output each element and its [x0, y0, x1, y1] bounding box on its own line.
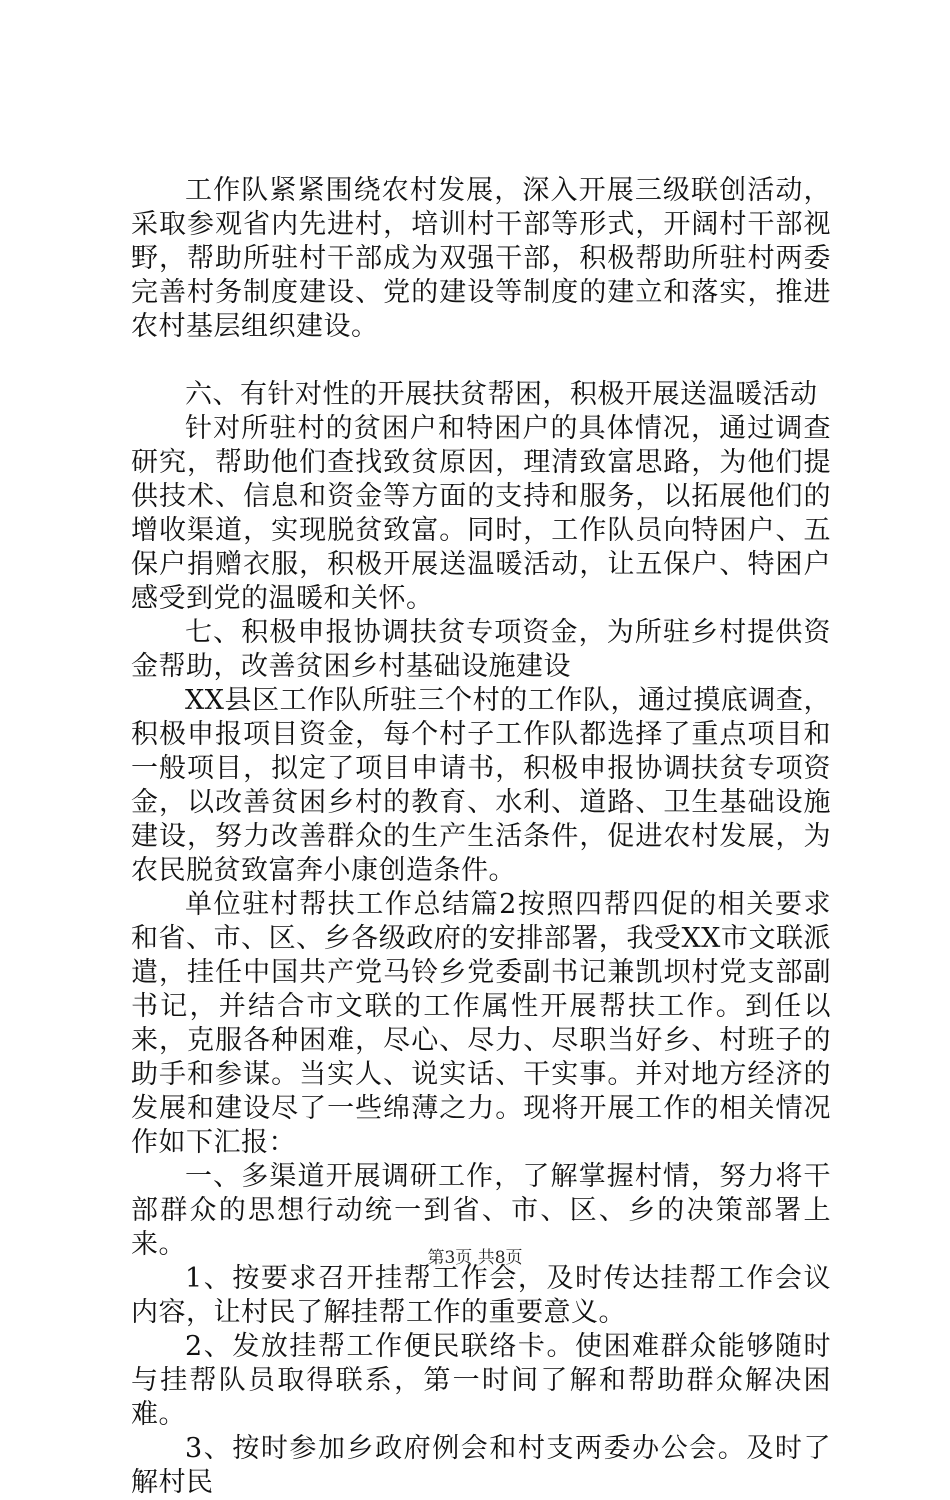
section-heading-7: 七、积极申报协调扶贫专项资金，为所驻乡村提供资金帮助，改善贫困乡村基础设施建设 [131, 617, 831, 682]
paragraph-special-funds: XX县区工作队所驻三个村的工作队，通过摸底调查，积极申报项目资金，每个村子工作队都选择了重点项目和一般项目，拟定了项目申请书，积极申报协调扶贫专项资金，以改善贫困乡村的教育、水利、道路、卫生基础设施建设，努力改善群众的生产生活条件，促进农村发展，为农民脱贫致富奔小康创造条件。 [131, 685, 831, 886]
section-heading-1: 一、多渠道开展调研工作，了解掌握村情，努力将干部群众的思想行动统一到省、市、区、乡的决策部署上来。 [131, 1161, 831, 1260]
list-item-1: 1、按要求召开挂帮工作会，及时传达挂帮工作会议内容，让村民了解挂帮工作的重要意义。 [131, 1263, 831, 1328]
paragraph-organization-building: 工作队紧紧围绕农村发展，深入开展三级联创活动，采取参观省内先进村，培训村干部等形式，开阔村干部视野，帮助所驻村干部成为双强干部，积极帮助所驻村两委完善村务制度建设、党的建设等制度的建立和落实，推进农村基层组织建设。 [131, 175, 831, 342]
page-number-footer: 第3页 共8页 [427, 1248, 523, 1268]
list-item-2: 2、发放挂帮工作便民联络卡。使困难群众能够随时与挂帮队员取得联系，第一时间了解和帮助群众解决困难。 [131, 1331, 831, 1430]
paragraph-poverty-relief: 针对所驻村的贫困户和特困户的具体情况，通过调查研究，帮助他们查找致贫原因，理清致富思路，为他们提供技术、信息和资金等方面的支持和服务，以拓展他们的增收渠道，实现脱贫致富。同时，工作队员向特困户、五保户捐赠衣服，积极开展送温暖活动，让五保户、特困户感受到党的温暖和关怀。 [131, 413, 831, 614]
document-body [131, 174, 831, 1500]
list-item-3: 3、按时参加乡政府例会和村支两委办公会。及时了解村民 [131, 1433, 831, 1498]
paragraph-summary-part-2: 单位驻村帮扶工作总结篇2按照四帮四促的相关要求和省、市、区、乡各级政府的安排部署，我受XX市文联派遣，挂任中国共产党马铃乡党委副书记兼凯坝村党支部副书记，并结合市文联的工作属性开展帮扶工作。到任以来，克服各种困难，尽心、尽力、尽职当好乡、村班子的助手和参谋。当实人、说实话、干实事。并对地方经济的发展和建设尽了一些绵薄之力。现将开展工作的相关情况作如下汇报： [131, 889, 831, 1158]
section-heading-6: 六、有针对性的开展扶贫帮困，积极开展送温暖活动 [185, 379, 818, 410]
